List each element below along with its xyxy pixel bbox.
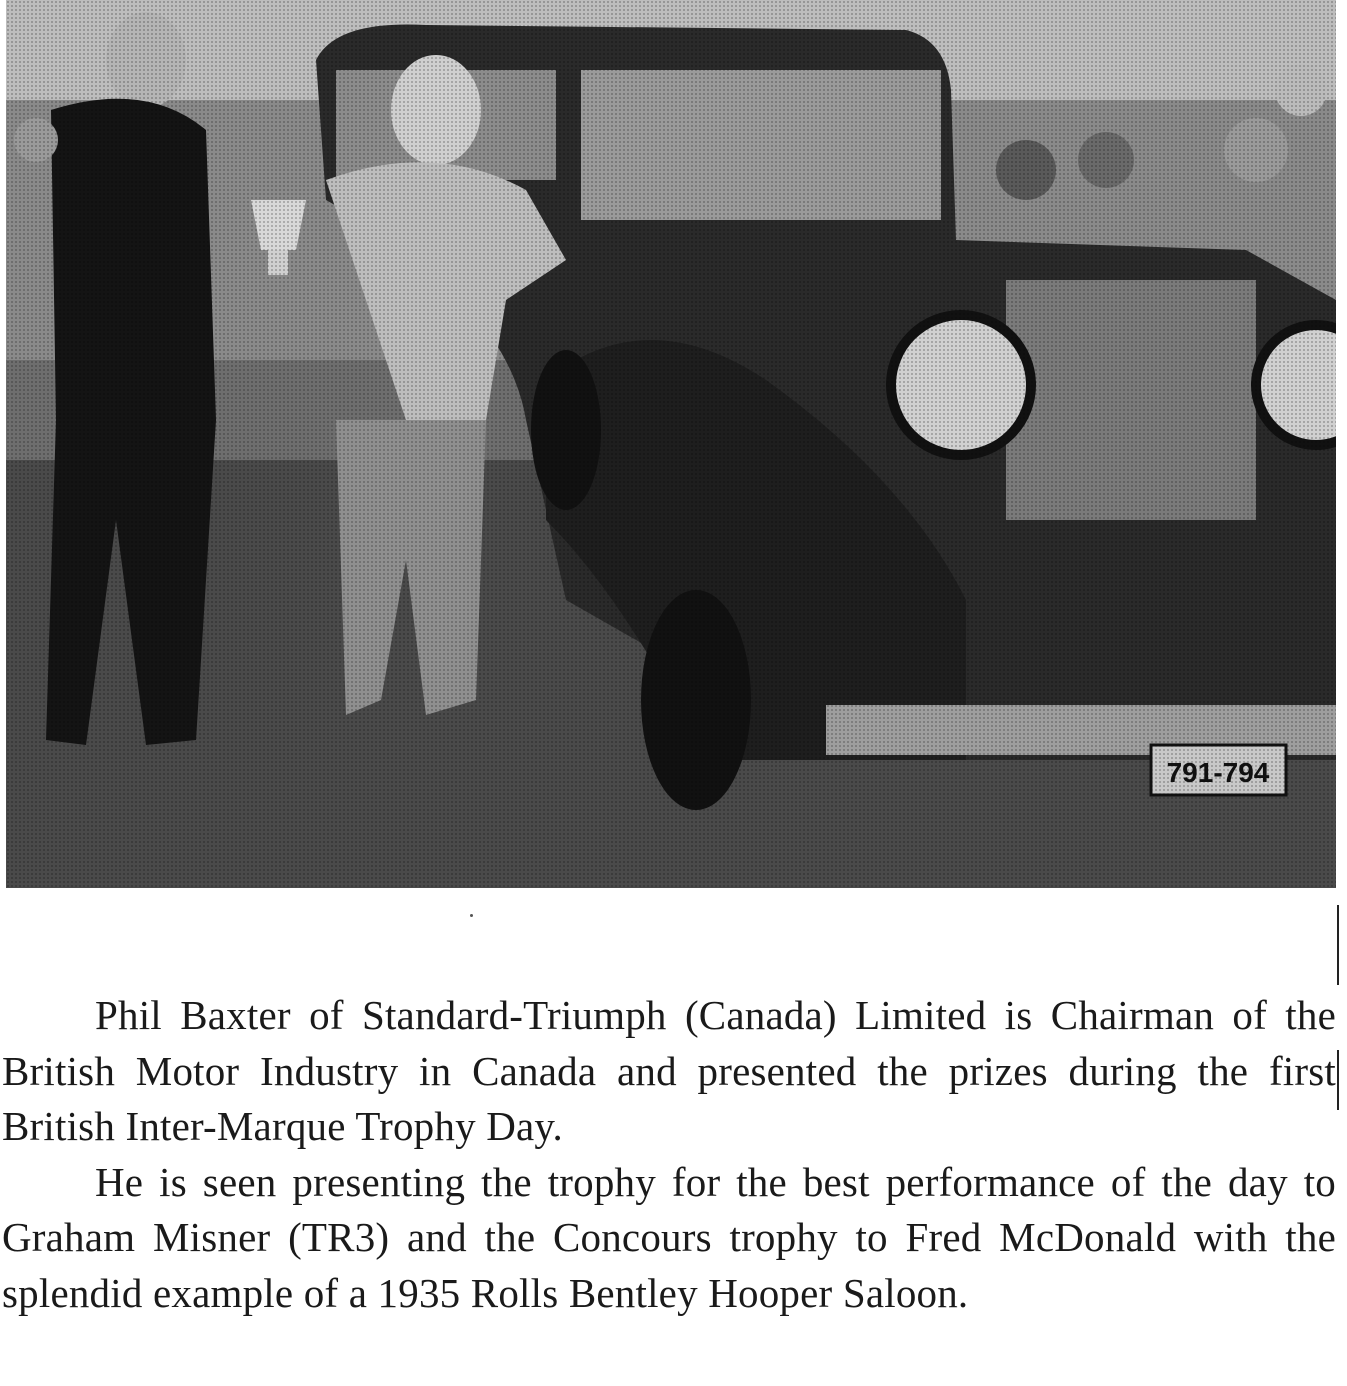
photo-illustration	[6, 0, 1336, 888]
margin-rule	[1337, 1050, 1339, 1110]
caption-text	[2, 988, 1336, 1321]
halftone-overlay	[6, 0, 1336, 888]
margin-rule	[1337, 905, 1339, 985]
caption-paragraph-2: He is seen presenting the trophy for the best performance of the day to Graham Misner (TR3) and the Concours trophy to Fred McDonald with the splendid example of a 1935 Rolls Bentley Hooper Saloon.	[2, 1158, 1336, 1316]
caption-paragraph-1: Phil Baxter of Standard-Triumph (Canada) Limited is Chairman of the British Motor Industry in Canada and presented the prizes during the first British Inter-Marque Trophy Day.	[2, 992, 1336, 1149]
newspaper-photo	[6, 0, 1336, 888]
print-speck	[470, 914, 473, 917]
